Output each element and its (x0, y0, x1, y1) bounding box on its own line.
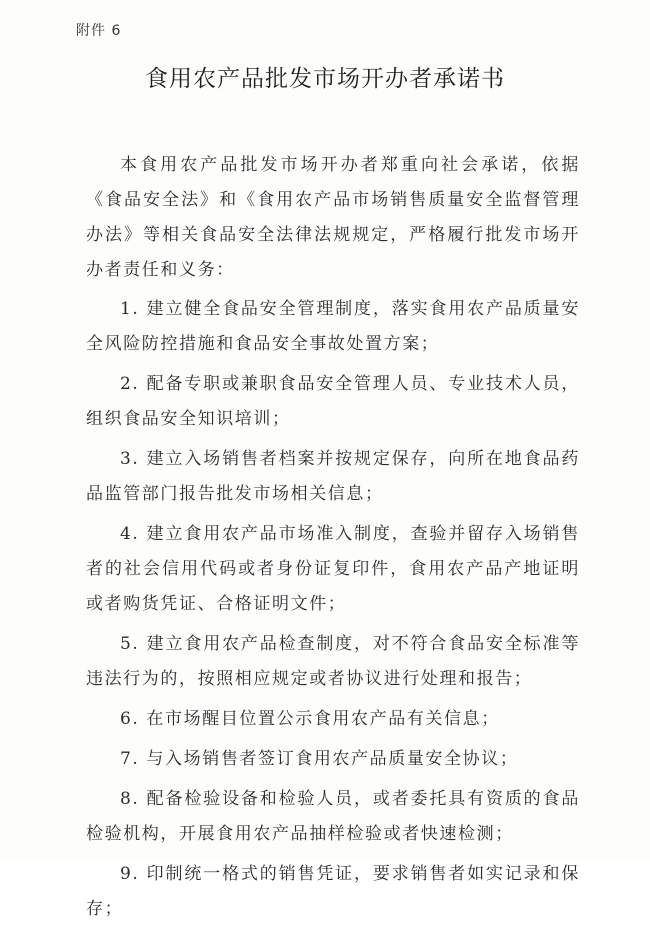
document-title: 食用农产品批发市场开办者承诺书 (145, 66, 505, 92)
commitment-item: 1. 建立健全食品安全管理制度，落实食用农产品质量安全风险防控措施和食品安全事故处置方案； (86, 299, 580, 354)
commitment-item: 2. 配备专职或兼职食品安全管理人员、专业技术人员，组织食品安全知识培训； (86, 374, 580, 429)
commitment-item: 5. 建立食用农产品检查制度，对不符合食品安全标准等违法行为的，按照相应规定或者协议进行处理和报告； (86, 634, 580, 689)
commitment-item: 8. 配备检验设备和检验人员，或者委托具有资质的食品检验机构，开展食用农产品抽样检验或者快速检测； (86, 789, 580, 844)
commitment-item: 3. 建立入场销售者档案并按规定保存，向所在地食品药品监管部门报告批发市场相关信息； (86, 449, 580, 504)
commitment-item: 9. 印制统一格式的销售凭证，要求销售者如实记录和保存； (86, 864, 580, 919)
document-body (86, 148, 580, 927)
commitment-item: 4. 建立食用农产品市场准入制度，查验并留存入场销售者的社会信用代码或者身份证复印件，食用农产品产地证明或者购货凭证、合格证明文件； (86, 524, 580, 614)
commitment-item: 6. 在市场醒目位置公示食用农产品有关信息； (120, 709, 500, 729)
commitment-item: 7. 与入场销售者签订食用农产品质量安全协议； (120, 749, 519, 769)
attachment-label: 附件 6 (76, 23, 122, 39)
intro-paragraph: 本食用农产品批发市场开办者郑重向社会承诺，依据《食品安全法》和《食用农产品市场销售质量安全监督管理办法》等相关食品安全法律法规规定，严格履行批发市场开办者责任和义务： (86, 155, 580, 280)
